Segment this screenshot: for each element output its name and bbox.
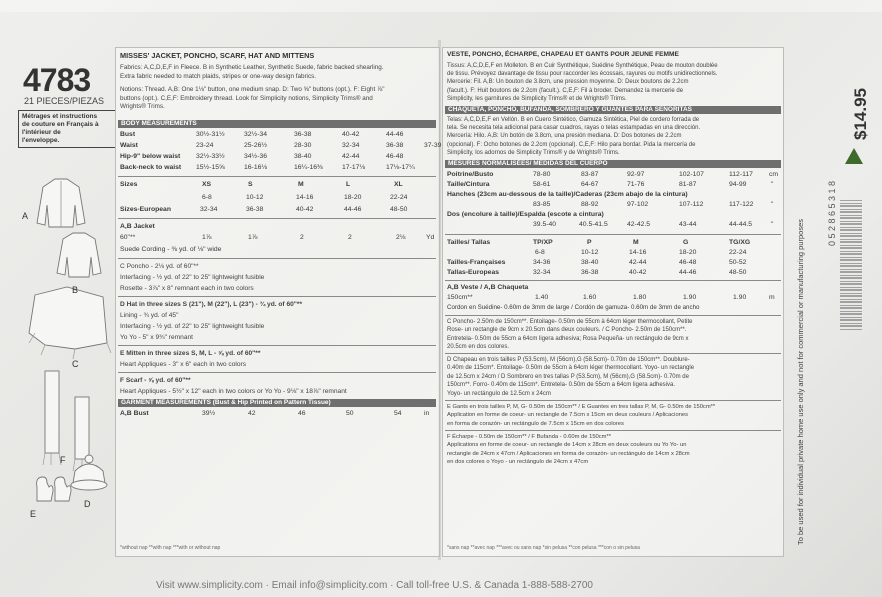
divider <box>118 345 436 346</box>
line-text: Entretela- 0.50m de 55cm a 64cm ligera adhesiva; Rosa Pequeña- un rectángulo de 9cm x <box>447 335 689 342</box>
line-text: D Chapeau en trois tailles P (53.5cm), M (56cm),G (58.5cm)- 0.70m de 150cm**. Doublure- <box>447 357 690 363</box>
cell: 83-85 <box>533 201 551 208</box>
cell: 38-40 <box>581 259 599 266</box>
line-text: Heart Appliques - 3" x 6" each in two colors <box>120 361 246 368</box>
cell: 2 <box>348 234 352 241</box>
garment-measurements-header <box>118 399 436 407</box>
jacket-sketch-b <box>57 233 101 277</box>
line-text: Mercería: Hilo. A,B: Un botón de 3.8cm, una presión mediana. D: Dos botones de 2.2cm <box>447 133 682 140</box>
notions-line: Notions: Thread. A,B: One 1⅛" button, one medium snap. D: Two ⅝" buttons (opt.). F: Eight ⅞" <box>120 86 385 93</box>
cell: 17-17⅛ <box>342 164 366 171</box>
sizes-sub-row <box>120 193 436 203</box>
note-line: l'enveloppe. <box>22 137 60 144</box>
line-text: 0.40m de 115cm*. Entoilage- 0.50m de 55cm à 64cm léger thermocollant. Yoyo- un rectangle <box>447 365 695 372</box>
cell: 44-46 <box>386 131 404 138</box>
body-measurements-header <box>118 120 436 128</box>
line-text: tela. Se necesita tela adicional para casar cuadros, rayas o telas estampadas en una dirección. <box>447 125 701 132</box>
divider <box>118 176 436 177</box>
line-text: Interfacing - ½ yd. of 22" to 25" lightweight fusible <box>120 323 265 330</box>
cell: 16-16⅛ <box>244 164 268 171</box>
cell: 22-24 <box>390 194 408 201</box>
section-title: C Poncho - 2⅛ yd. of 60"** <box>120 263 199 270</box>
french-hat-section <box>447 356 694 398</box>
line-text: Cordon en Suédine- 0.60m de 3mm de large / Cordón de gamuza- 0.60m de 3mm de ancho <box>447 304 700 311</box>
line-text: Applications en forme de coeur- un rectangle de 14cm x 28cm en deux couleurs ou Yo Yo- un <box>447 442 687 449</box>
cell: XS <box>202 181 212 188</box>
barcode <box>840 200 862 330</box>
row-label: A,B Bust <box>120 410 149 417</box>
line-text: 150cm**. Forro- 0.40m de 115cm*. Entretela- 0.50m de 55cm a 64cm ligera adhesiva. <box>447 382 675 389</box>
scarf-sketch-f <box>43 371 91 471</box>
cell: 1⅞ <box>202 234 212 241</box>
cell: 17⅛-17¼ <box>386 164 415 171</box>
row-label: Poitrine/Busto <box>447 171 494 178</box>
cell: 42-42.5 <box>627 221 651 228</box>
cell: 48-50 <box>390 206 408 213</box>
cell: 10-12 <box>246 194 264 201</box>
line-text: Lining - ¾ yd. of 45" <box>120 312 179 319</box>
cell: 46 <box>298 410 306 417</box>
mitten-sketch-e <box>37 477 71 501</box>
table-row <box>120 130 436 140</box>
section-label: CHAQUETA, PONCHO, BUFANDA, SOMBRERO Y GUANTES PARA SEÑORITAS <box>448 106 693 113</box>
cell: 40-42 <box>629 269 647 276</box>
row-label: Dos (encolure à taille)/Espalda (escote a cintura) <box>447 211 604 218</box>
cell: " <box>771 181 774 188</box>
table-row <box>447 190 781 200</box>
cell: 1⅞ <box>248 234 258 241</box>
cell: 30½-31½ <box>196 131 225 138</box>
cell: 42 <box>248 410 256 417</box>
mesures-header <box>445 160 781 168</box>
line-text: (opcional). F: Ocho botones de 2.2cm (opcional). C,E,F: Hilo para bordar. Pida la mercería de <box>447 141 696 148</box>
line-text: F Écharpe - 0.50m de 150cm** / F Bufanda - 0.60m de 150cm** <box>447 434 612 440</box>
table-row <box>447 210 781 220</box>
row-label: Waist <box>120 142 138 149</box>
cell: 39.5-40 <box>533 221 557 228</box>
cell: " <box>771 201 774 208</box>
divider <box>118 258 436 259</box>
row-label: Back-neck to waist <box>120 164 182 171</box>
view-sketches <box>15 165 125 585</box>
view-title: A,B Jacket <box>120 223 155 230</box>
cell: L <box>346 181 351 188</box>
fabrics-line: Extra fabric needed to match plaids, stripes or one-way design fabrics. <box>120 72 316 80</box>
cell: 1.90 <box>733 294 747 301</box>
line-text: 20.5cm en dos colores. <box>447 344 510 351</box>
divider <box>118 372 436 373</box>
cell: 14-16 <box>629 249 647 256</box>
cell: 6-8 <box>202 194 212 201</box>
divider <box>445 353 781 354</box>
cell: P <box>587 239 592 246</box>
line-text: en forma de corazón- un rectángulo de 7.5cm x 15cm en dos colores <box>447 420 624 427</box>
cell: 117-122 <box>729 201 754 208</box>
cell: 42-44 <box>342 153 360 160</box>
view-label-e: E <box>30 509 37 519</box>
cell: 42-44 <box>629 259 647 266</box>
divider <box>445 280 781 281</box>
view-label-b: B <box>72 285 79 295</box>
line-text: de tissu. Prévoyez davantage de tissu pour raccorder les écossais, rayures ou motifs unidirectionnels. <box>447 71 718 78</box>
notions-text <box>120 86 384 112</box>
cell: M <box>633 239 639 246</box>
row-label: Tailles/ Tallas <box>447 239 491 246</box>
spanish-title-bar <box>445 106 781 114</box>
cell: 83-87 <box>581 171 599 178</box>
cell: 44-46 <box>344 206 362 213</box>
tallas-europeas-row <box>447 268 781 278</box>
english-title: MISSES' JACKET, PONCHO, SCARF, HAT AND MITTENS <box>120 51 315 60</box>
french-scarf-section <box>447 433 690 467</box>
cell: 34½-36 <box>244 153 268 160</box>
cell: 18-20 <box>679 249 697 256</box>
note-line: Métrages et instructions <box>22 113 98 120</box>
cell: TP/XP <box>533 239 553 246</box>
french-title: VESTE, PONCHO, ÉCHARPE, CHAPEAU ET GANTS POUR JEUNE FEMME <box>447 51 679 58</box>
top-edge-wear <box>0 0 882 12</box>
cell: m <box>769 294 775 301</box>
cell: 40-42 <box>296 206 314 213</box>
cell: 107-112 <box>679 201 704 208</box>
french-footnotes: *sans nap **avec nap ***avec ou sans nap *sin pelusa **con pelusa ***con o sin pelusa <box>447 545 640 551</box>
cell: XL <box>394 181 403 188</box>
line-text: Tissus: A,C,D,E,F en Molleton. B en Cuir Synthétique, Suédine Synthétique, Peau de mouton doublée <box>447 63 718 69</box>
line-text: Yoyo- un rectángulo de 12.5cm x 24cm <box>447 390 551 397</box>
spanish-fabrics-notions <box>447 116 700 157</box>
view-label-d: D <box>84 499 91 509</box>
cell: 2 <box>300 234 304 241</box>
table-row <box>447 220 781 230</box>
cell: 36-38 <box>246 206 264 213</box>
cell: 38-40 <box>294 153 312 160</box>
table-row <box>120 141 442 151</box>
cell: 39½ <box>202 410 216 417</box>
row-label: Tallas-Europeas <box>447 269 500 276</box>
line-text: (facult.). F: Huit boutons de 2.2cm (facult.). C,E,F: Fil à broder. Demandez la mercerie de <box>447 87 684 94</box>
view-label-f: F <box>60 455 66 465</box>
cell: Yd <box>426 234 435 241</box>
cell: 112-117 <box>729 171 753 178</box>
cell: 28-30 <box>294 142 312 149</box>
jacket-yardage-row <box>120 233 436 243</box>
cell: 32-34 <box>200 206 218 213</box>
section-title: F Scarf - ⅝ yd. of 60"** <box>120 377 191 384</box>
cell: 1.40 <box>535 294 549 301</box>
cell: " <box>771 221 774 228</box>
divider <box>118 296 436 297</box>
line-text: Rose- un rectangle de 9cm x 20.5cm dans deux couleurs. / C Poncho- 2.50m de 150cm**. <box>447 327 687 334</box>
cell: 22-24 <box>729 249 747 256</box>
cell: 78-80 <box>533 171 551 178</box>
cell: 97-102 <box>627 201 649 208</box>
cell: 48-50 <box>729 269 747 276</box>
cell: S <box>248 181 253 188</box>
cell: 36-38 <box>294 131 312 138</box>
table-row <box>447 170 781 180</box>
cell: 40-42 <box>342 131 360 138</box>
french-instructions-note <box>18 110 116 148</box>
cell: in <box>424 410 430 417</box>
view-title: A,B Veste / A,B Chaqueta <box>447 284 529 291</box>
line-text: C Poncho- 2.50m de 150cm**. Entoilage- 0.50m de 55cm à 64cm léger thermocollant, Petite <box>447 319 693 325</box>
pattern-number: 4783 <box>23 62 91 98</box>
cell: 14-16 <box>296 194 314 201</box>
cell: 1.60 <box>583 294 597 301</box>
row-label: Tailles-Françaises <box>447 259 506 266</box>
cell: 36-38 <box>386 142 404 149</box>
cell: 94-99 <box>729 181 747 188</box>
cell: 58-61 <box>533 181 551 188</box>
divider <box>445 430 781 431</box>
tailles-francaises-row <box>447 258 781 268</box>
line-text: Suede Cording - ⅜ yd. of ⅛" wide <box>120 246 222 253</box>
cell: 1.80 <box>633 294 647 301</box>
cell: 18-20 <box>344 194 362 201</box>
line-text: de 12.5cm x 24cm / D Sombrero en tres tallas P (53.5cm), M (56cm),G (58.5cm)- 0.70m de <box>447 373 689 380</box>
poncho-section <box>120 261 264 294</box>
section-label: GARMENT MEASUREMENTS (Bust & Hip Printed on Pattern Tissue) <box>121 399 331 406</box>
divider <box>445 400 781 401</box>
cell: G <box>683 239 689 246</box>
row-label: Hip-9" below waist <box>120 153 181 160</box>
line-text: Application en forme de coeur- un rectangle de 7.5cm x 15cm en deux couleurs / Aplicaciones <box>447 412 689 419</box>
cell: 36-38 <box>581 269 599 276</box>
cell: 44-46 <box>679 269 697 276</box>
cell: 32-34 <box>342 142 360 149</box>
pieces-count: 21 PIECES/PIEZAS <box>24 96 105 106</box>
cell: 44-44.5 <box>729 221 753 228</box>
notions-line: buttons (opt.). C,E,F: Embroidery thread. Look for Simplicity notions, Simplicity Trims® and <box>120 94 373 102</box>
note-line: de couture en Français à <box>22 121 99 128</box>
line-text: Rosette - 3⅞" x 8" remnant each in two colors <box>120 285 254 292</box>
note-line: l'intérieur de <box>22 129 61 136</box>
cell: 46-48 <box>386 153 404 160</box>
cell: 6-8 <box>535 249 545 256</box>
cell: 23-24 <box>196 142 214 149</box>
cell: 37-39 <box>424 142 442 149</box>
view-label-a: A <box>22 211 29 221</box>
cell: 10-12 <box>581 249 599 256</box>
line-text: Yo Yo - 5" x 9¾" remnant <box>120 334 193 341</box>
hat-sketch-d <box>71 455 107 490</box>
divider <box>118 218 436 219</box>
cell: 43-44 <box>679 221 697 228</box>
section-title: E Mitten in three sizes S, M, L - ⅝ yd. of 60"** <box>120 350 261 357</box>
cell: 92-97 <box>627 171 645 178</box>
cell: 1.90 <box>683 294 697 301</box>
table-row <box>447 180 781 190</box>
cell: 40.5-41.5 <box>579 221 608 228</box>
cell: cm <box>769 171 779 178</box>
table-row <box>120 152 436 162</box>
cell: 88-92 <box>581 201 599 208</box>
hat-section <box>120 299 302 343</box>
cell: 16¼-16⅜ <box>294 164 323 171</box>
cell: TG/XG <box>729 239 751 246</box>
cell: 32½-34 <box>244 131 268 138</box>
section-label: BODY MEASUREMENTS <box>121 120 197 127</box>
garment-bust-row <box>120 409 436 419</box>
notions-line: Wrights® Trims. <box>120 103 165 111</box>
cell: 81-87 <box>679 181 697 188</box>
section-label: MESURES NORMALISÉES/ MEDIDAS DEL CUERPO <box>448 160 608 167</box>
cell: 34-36 <box>533 259 551 266</box>
cell: 54 <box>394 410 402 417</box>
cell: 32-34 <box>533 269 551 276</box>
english-footnotes: *without nap **with nap ***with or without nap <box>120 545 221 551</box>
cell: 46-48 <box>679 259 697 266</box>
cell: 102-107 <box>679 171 704 178</box>
divider <box>445 234 781 235</box>
mitten-section <box>120 348 260 370</box>
footer-contact: Visit www.simplicity.com · Email info@simplicity.com · Call toll-free U.S. & Canada 1-888-588-2700 <box>156 580 593 591</box>
fabrics-text <box>120 64 384 81</box>
table-row <box>120 163 436 173</box>
line-text: Mercerie: Fil. A,B: Un bouton de 3.8cm, une pression moyenne. D: Deux boutons de 2.2cm <box>447 79 689 86</box>
poncho-sketch-c <box>29 287 111 359</box>
french-fabrics-notions <box>447 62 718 103</box>
barcode-digits: 0 5 2 8 6 5 3 1 8 <box>827 180 837 246</box>
sizes-european-row <box>120 205 436 215</box>
sizes-row <box>120 180 436 190</box>
row-label: 60"** <box>120 234 136 241</box>
row-label: Sizes <box>120 181 138 188</box>
veste-yardage-row <box>447 293 781 303</box>
maple-leaf-icon <box>845 148 863 164</box>
row-label: Sizes-European <box>120 206 171 213</box>
view-label-c: C <box>72 359 79 369</box>
tailles-sub-row <box>447 248 781 258</box>
divider <box>445 315 781 316</box>
scarf-section <box>120 375 347 397</box>
cell: 15½-15⅝ <box>196 164 225 171</box>
cell: 50 <box>346 410 354 417</box>
row-label: Taille/Cintura <box>447 181 490 188</box>
cell: 32½-33½ <box>196 153 225 160</box>
line-text: Telas: A,C,D,E,F en Vellón. B en Cuero Sintético, Gamuza Sintética, Piel de cordero forrada de <box>447 117 700 123</box>
line-text: Simplicity, les garnitures de Simplicity Trims® et de Wrights® Trims. <box>447 95 627 102</box>
line-text: rectangle de 24cm x 47cm / Aplicaciones en forma de corazón- un rectángulo de 14cm x 28cm <box>447 450 690 457</box>
line-text: Heart Appliques - 5½" x 12" each in two colors or Yo Yo - 9⅛" x 18⅞" remnant <box>120 388 347 395</box>
fabrics-line: Fabrics: A,C,D,E,F in Fleece. B in Synthetic Leather, Synthetic Suede, fabric backed shearling. <box>120 64 384 71</box>
cell: 25-26½ <box>244 142 268 149</box>
cell: 2⅛ <box>396 234 406 241</box>
cell: 64-67 <box>581 181 599 188</box>
row-label: Bust <box>120 131 136 138</box>
cell: M <box>298 181 304 188</box>
cell: 50-52 <box>729 259 747 266</box>
french-mitten-section <box>447 403 715 428</box>
cell: 71-76 <box>627 181 645 188</box>
jacket-sketch-a <box>37 179 85 227</box>
line-text: Interfacing - ½ yd. of 22" to 25" lightweight fusible <box>120 274 265 281</box>
tailles-row <box>447 238 781 248</box>
line-text: en dos colores o Yoyo - un rectángulo de 24cm x 47cm <box>447 459 589 466</box>
row-label: 150cm** <box>447 294 473 301</box>
french-poncho-section <box>447 318 692 352</box>
row-label: Hanches (23cm au-dessous de la taille)/Caderas (23cm abajo de la cintura) <box>447 191 688 198</box>
section-title: D Hat in three sizes S (21"), M (22"), L (23") - ¾ yd. of 60"** <box>120 301 303 308</box>
price-label: $14.95 <box>851 88 870 140</box>
line-text: E Gants en trois tailles P, M, G- 0.50m de 150cm** / E Guantes en tres tallas P, M, G- 0.50m de 150cm** <box>447 404 716 410</box>
private-use-notice: To be used for individual private home use only and not for commercial or manufacturing purposes <box>796 218 805 545</box>
line-text: Simplicity, los adornos de Simplicity Trims® y de Wrights® Trims. <box>447 149 620 156</box>
table-row <box>447 200 781 210</box>
